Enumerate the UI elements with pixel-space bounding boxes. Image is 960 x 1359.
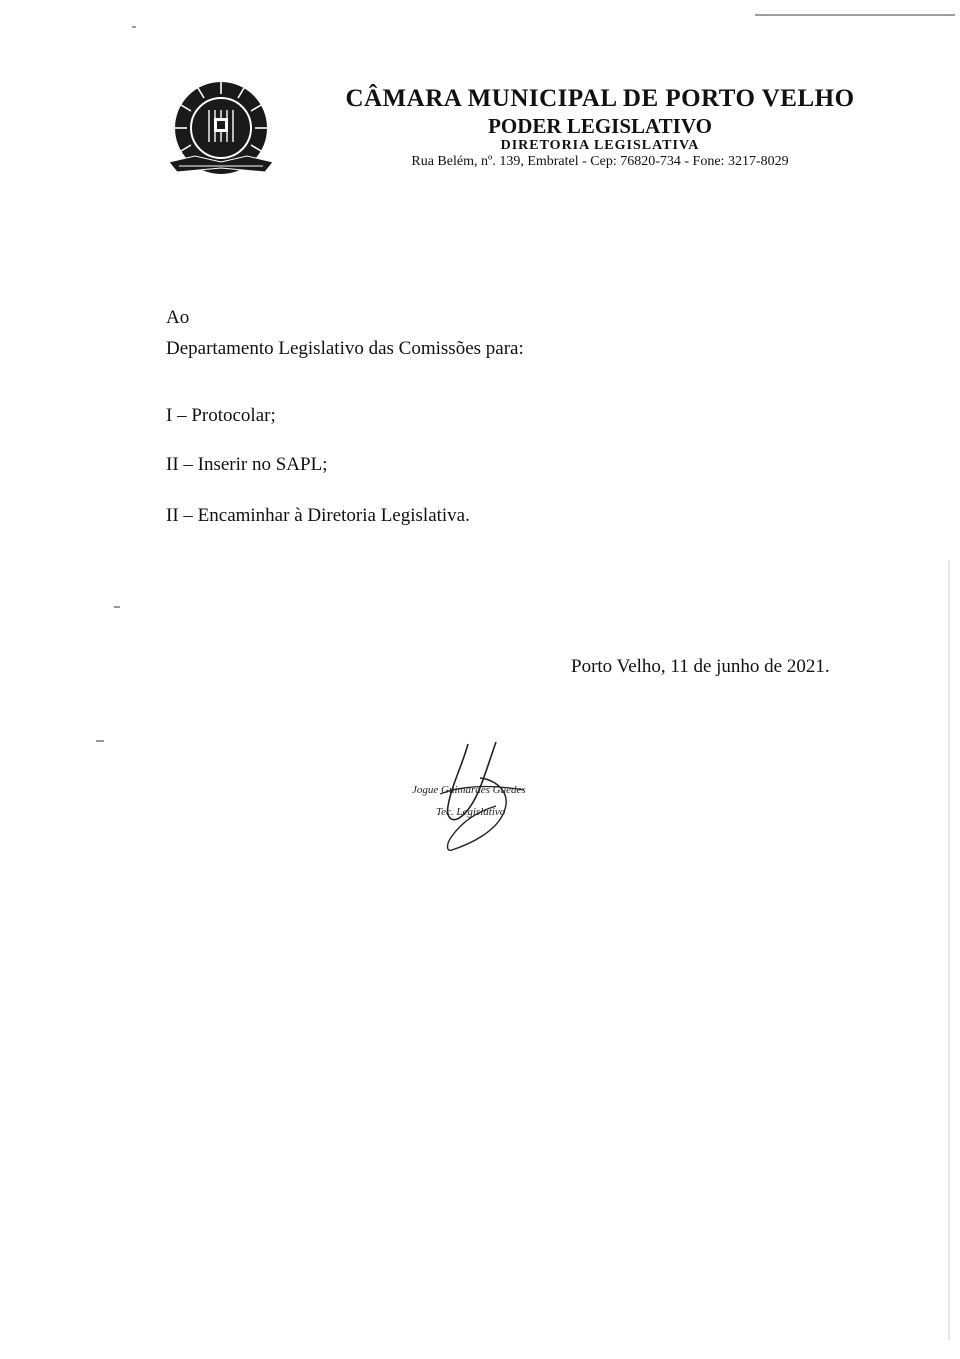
recipient: Departamento Legislativo das Comissões para:	[166, 338, 524, 359]
place-date: Porto Velho, 11 de junho de 2021.	[571, 656, 830, 677]
scan-edge-shadow	[948, 560, 950, 1340]
signature-icon	[400, 736, 540, 856]
salutation: Ao	[166, 307, 190, 328]
list-item: II – Inserir no SAPL;	[166, 454, 328, 475]
institution-subtitle: PODER LEGISLATIVO	[488, 114, 712, 138]
scan-speck	[132, 26, 136, 28]
list-item: I – Protocolar;	[166, 405, 276, 426]
signatory-name: Jogue Guimarães Guedes	[412, 784, 526, 796]
directorate-label: DIRETORIA LEGISLATIVA	[500, 138, 700, 153]
scan-edge-line	[755, 14, 955, 16]
list-item: II – Encaminhar à Diretoria Legislativa.	[166, 505, 470, 526]
letterhead	[330, 84, 870, 170]
institution-title: CÂMARA MUNICIPAL DE PORTO VELHO	[345, 85, 855, 112]
institution-address: Rua Belém, nº. 139, Embratel - Cep: 76820-734 - Fone: 3217-8029	[411, 154, 789, 169]
municipal-seal-icon	[165, 78, 277, 184]
signatory-role: Tec. Legislativo	[436, 806, 506, 818]
scan-speck	[96, 740, 104, 742]
scan-speck	[114, 606, 120, 608]
